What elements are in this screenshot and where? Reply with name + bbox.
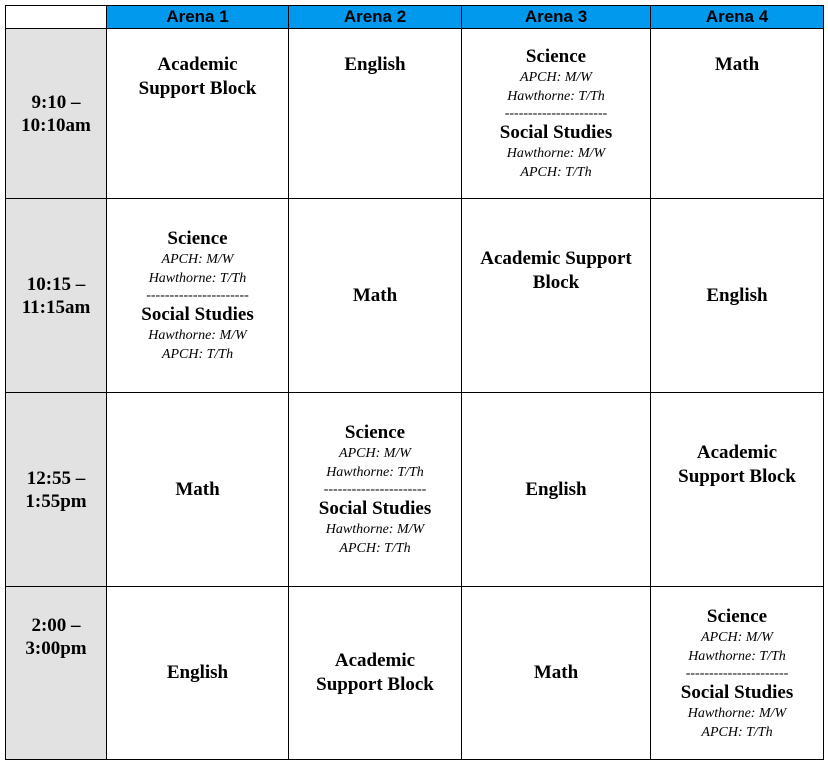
subject-line: English [525,478,587,500]
class-cell [107,587,289,760]
subject-line: Support Block [678,466,796,487]
schedule-note: Hawthorne: M/W [506,146,606,161]
class-cell [462,199,651,393]
schedule-row-4 [6,587,824,760]
schedule-row-3 [6,393,824,587]
schedule-note: APCH: T/Th [701,724,773,740]
class-cell [289,29,462,199]
schedule-table [5,5,824,760]
subject-line: English [166,662,229,683]
divider-line: ---------------------- [504,106,608,121]
divider-line: ---------------------- [323,482,427,497]
time-end: 3:00pm [25,638,87,659]
subject-line: Math [714,54,760,75]
time-slot [6,29,107,199]
time-start: 12:55 – [26,467,86,489]
schedule-note: APCH: M/W [339,446,411,461]
subject-social-studies: Social Studies [141,304,254,325]
divider-line: ---------------------- [146,288,249,303]
class-cell [107,393,289,587]
subject-line: English [706,284,768,306]
subject-line: Block [532,272,580,293]
subject-line: English [344,54,406,75]
class-cell [289,587,462,760]
schedule-note: APCH: M/W [520,70,592,85]
schedule-note: APCH: T/Th [161,347,234,362]
subject-line: Academic [696,442,778,463]
arena-4-header: Arena 4 [651,6,824,29]
subject-science: Science [344,422,406,443]
schedule-note: Hawthorne: T/Th [688,648,786,664]
schedule-note: Hawthorne: T/Th [326,465,424,480]
class-cell [462,393,651,587]
arena-2-header: Arena 2 [289,6,462,29]
subject-line: Math [352,284,398,306]
class-cell-split [289,393,462,587]
subject-social-studies: Social Studies [499,122,613,143]
subject-line: Math [533,662,579,683]
schedule-row-1 [6,29,824,199]
schedule-note: Hawthorne: T/Th [507,89,605,104]
schedule-note: Hawthorne: T/Th [148,271,247,286]
divider-line: ---------------------- [685,665,789,681]
corner-cell [6,6,107,29]
time-end: 11:15am [21,296,91,318]
class-cell [651,199,824,393]
subject-line: Academic [157,54,238,75]
arena-1-header: Arena 1 [107,6,289,29]
schedule-note: APCH: T/Th [520,165,592,180]
subject-line: Academic Support [480,248,632,269]
subject-science: Science [167,228,228,249]
schedule-note: APCH: M/W [161,252,234,267]
subject-science: Science [525,46,587,67]
time-end: 10:10am [21,114,91,136]
time-end: 1:55pm [25,490,87,512]
time-start: 10:15 – [26,273,86,295]
schedule-note: APCH: T/Th [339,541,411,556]
class-cell [651,29,824,199]
class-cell [107,29,289,199]
subject-line: Support Block [316,674,434,695]
class-cell-split [462,29,651,199]
class-cell [651,393,824,587]
subject-social-studies: Social Studies [318,498,432,519]
time-slot [6,393,107,587]
time-start: 9:10 – [31,91,81,113]
arena-3-header: Arena 3 [462,6,651,29]
subject-science: Science [706,605,768,627]
schedule-note: Hawthorne: M/W [148,328,247,343]
class-cell [462,587,651,760]
class-cell-split [107,199,289,393]
subject-line: Math [175,478,220,500]
subject-social-studies: Social Studies [680,681,794,703]
schedule-note: Hawthorne: M/W [687,705,787,721]
subject-line: Academic [334,650,416,671]
time-slot [6,199,107,393]
class-cell-split [651,587,824,760]
time-start: 2:00 – [31,615,81,636]
schedule-row-2 [6,199,824,393]
header-row [6,6,824,29]
time-slot [6,587,107,760]
subject-line: Support Block [138,78,257,99]
schedule-note: Hawthorne: M/W [325,522,425,537]
schedule-note: APCH: M/W [701,629,773,645]
class-cell [289,199,462,393]
